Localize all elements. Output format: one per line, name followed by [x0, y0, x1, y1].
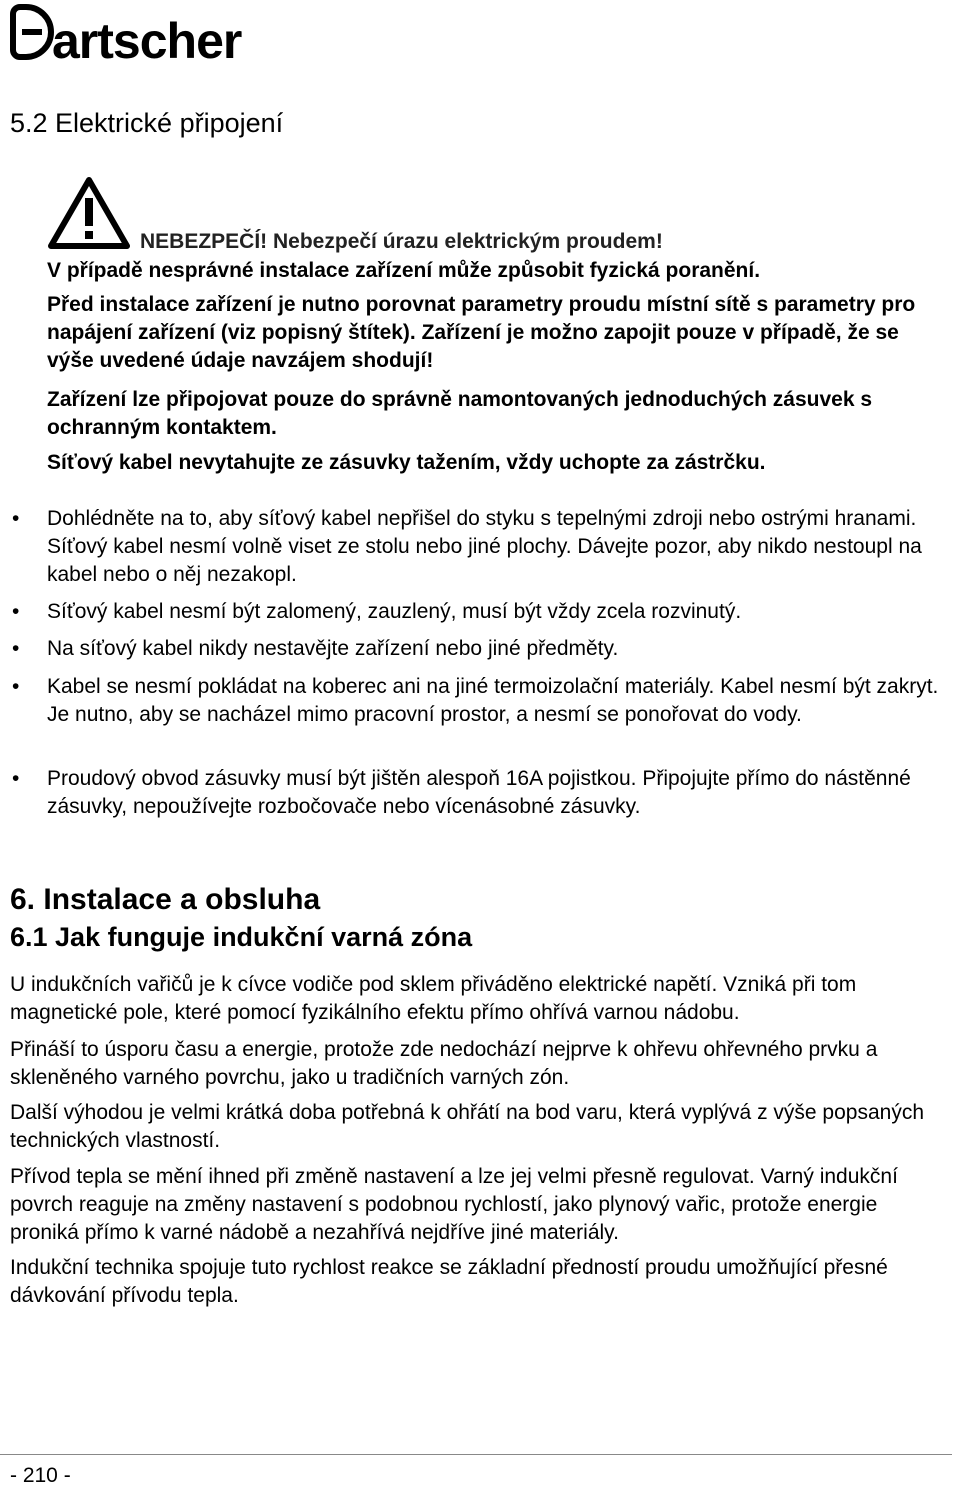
paragraph: Přívod tepla se mění ihned při změně nastavení a lze jej velmi přesně regulovat. Varný indukční povrch reaguje na změny nastavení s podobnou rychlostí, jako plynový vařic, protože energie proniká přímo k varné nádobě a nezahřívá nejdříve jiné materiály.: [10, 1165, 898, 1244]
section-5-2-heading: 5.2 Elektrické připojení: [10, 108, 284, 138]
list-item: [12, 765, 947, 821]
bullet-glyph: •: [12, 507, 20, 530]
warning-line-2: Před instalace zařízení je nutno porovnat parametry proudu místní sítě s parametry pro napájení zařízení (viz popisný štítek). Zařízení je možno zapojit pouze v případě, že se výše uvedené údaje navzájem shodují!: [47, 293, 916, 372]
warning-line-3: Zařízení lze připojovat pouze do správně namontovaných jednoduchých zásuvek s ochranným kontaktem.: [47, 388, 873, 439]
list-item: [12, 505, 947, 589]
list-item: [12, 598, 947, 626]
warning-line-1: V případě nesprávné instalace zařízení může způsobit fyzická poranění.: [47, 259, 761, 282]
list-item: [12, 635, 947, 663]
list-item-text: Dohlédněte na to, aby síťový kabel nepřišel do styku s tepelnými zdroji nebo ostrými hranami. Síťový kabel nesmí volně viset ze stolu nebo jiné plochy. Dávejte pozor, aby nikdo nestoupl na kabel nebo o něj nezakopl.: [47, 507, 922, 586]
bartscher-logo: [10, 4, 241, 70]
section-6-1-heading: 6.1 Jak funguje indukční varná zóna: [10, 922, 473, 952]
bullet-glyph: •: [12, 637, 20, 660]
paragraph: Indukční technika spojuje tuto rychlost reakce se základní předností proudu umožňující přesné dávkování přívodu tepla.: [10, 1256, 888, 1307]
paragraph: Další výhodou je velmi krátká doba potřebná k ohřátí na bod varu, která vyplývá z výše popsaných technických vlastností.: [10, 1101, 924, 1152]
paragraph: U indukčních vařičů je k cívce vodiče pod sklem přiváděno elektrické napětí. Vzniká při tom magnetické pole, které pomocí fyzikálního efektu přímo ohřívá varnou nádobu.: [10, 973, 857, 1024]
list-item: [12, 673, 947, 729]
bullet-glyph: •: [12, 675, 20, 698]
warning-line-4: Síťový kabel nevytahujte ze zásuvky tažením, vždy uchopte za zástrčku.: [47, 451, 766, 474]
list-item-text: Na síťový kabel nikdy nestavějte zařízení nebo jiné předměty.: [47, 637, 619, 660]
list-item-text: Síťový kabel nesmí být zalomený, zauzlený, musí být vždy zcela rozvinutý.: [47, 600, 742, 623]
logo-b-mark: [10, 4, 54, 60]
section-6-heading: 6. Instalace a obsluha: [10, 883, 321, 916]
list-item-text: Kabel se nesmí pokládat na koberec ani na jiné termoizolační materiály. Kabel nesmí být zakryt. Je nutno, aby se nacházel mimo pracovní prostor, a nesmí se ponořovat do vody.: [47, 675, 939, 726]
list-item-text: Proudový obvod zásuvky musí být jištěn alespoň 16A pojistkou. Připojujte přímo do nástěnné zásuvky, nepoužívejte rozbočovače nebo vícenásobné zásuvky.: [47, 767, 911, 818]
page-number: - 210 -: [10, 1464, 71, 1487]
danger-title: NEBEZPEČÍ! Nebezpečí úrazu elektrickým proudem!: [140, 230, 663, 253]
footer-divider: [0, 1454, 952, 1455]
warning-triangle-icon: [47, 176, 131, 250]
bullet-glyph: •: [12, 767, 20, 790]
logo-text: artscher: [52, 12, 242, 69]
paragraph: Přináší to úsporu času a energie, protože zde nedochází nejprve k ohřevu ohřevného prvku a skleněného varného povrchu, jako u tradičních varných zón.: [10, 1038, 878, 1089]
bullet-glyph: •: [12, 600, 20, 623]
